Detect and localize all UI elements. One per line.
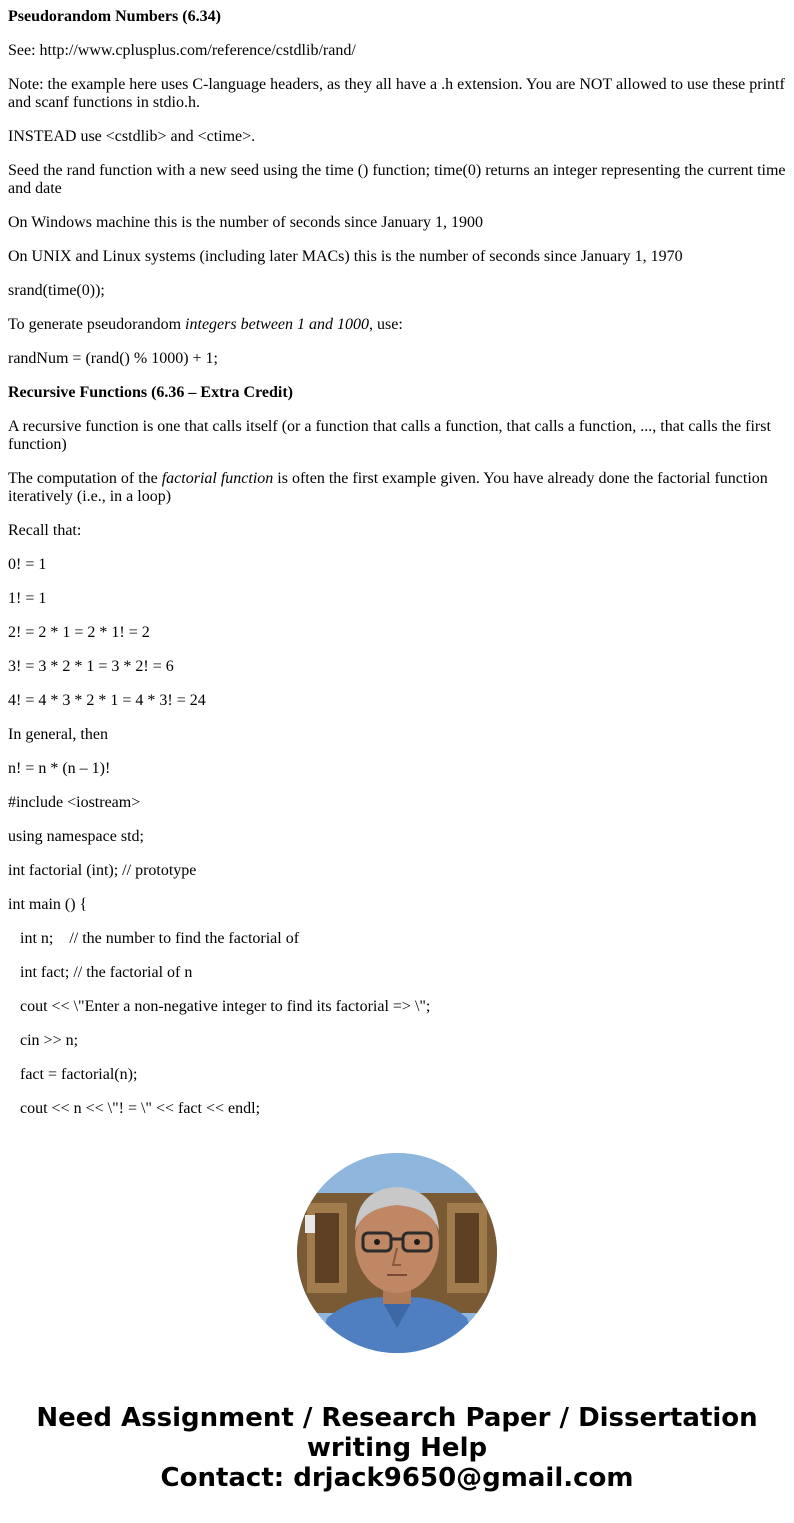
code-body-line: int n; // the number to find the factorial of xyxy=(20,930,300,947)
code-body-line: cout << \"Enter a non-negative integer to find its factorial => \"; xyxy=(20,998,431,1015)
promo-line-1: Need Assignment / Research Paper / Dissertation xyxy=(36,1403,758,1433)
code-include: #include <iostream> xyxy=(8,794,141,811)
note-paragraph: Note: the example here uses C-language headers, as they all have a .h extension. You are NOT allowed to use these printf and scanf functions in stdio.h. xyxy=(8,76,785,111)
general-line: In general, then xyxy=(8,726,108,743)
generate-italic: integers between 1 and 1000 xyxy=(185,316,370,333)
promo-banner xyxy=(0,1403,794,1493)
section-heading-pseudorandom: Pseudorandom Numbers (6.34) xyxy=(8,8,221,25)
code-body-line: int fact; // the factorial of n xyxy=(20,964,193,981)
computation-prefix: The computation of the xyxy=(8,470,162,487)
fact-line: 1! = 1 xyxy=(8,590,47,607)
seed-paragraph: Seed the rand function with a new seed using the time () function; time(0) returns an integer representing the current time and date xyxy=(8,162,786,197)
avatar-portrait-icon xyxy=(297,1153,497,1353)
computation-suffix: is often the first example given. You have already done the factorial function iteratively (i.e., in a loop) xyxy=(8,470,768,505)
generate-suffix: , use: xyxy=(369,316,403,333)
code-body-line: cout << n << \"! = \" << fact << endl; xyxy=(20,1100,261,1117)
fact-line: 0! = 1 xyxy=(8,556,47,573)
unix-paragraph: On UNIX and Linux systems (including later MACs) this is the number of seconds since January 1, 1970 xyxy=(8,248,683,265)
fact-line: 2! = 2 * 1 = 2 * 1! = 2 xyxy=(8,624,150,641)
document-body xyxy=(8,8,790,1134)
code-prototype: int factorial (int); // prototype xyxy=(8,862,197,879)
section-heading-recursive: Recursive Functions (6.36 – Extra Credit) xyxy=(8,384,293,401)
recall-line: Recall that: xyxy=(8,522,82,539)
avatar xyxy=(297,1153,497,1353)
instead-paragraph: INSTEAD use <cstdlib> and <ctime>. xyxy=(8,128,256,145)
windows-paragraph: On Windows machine this is the number of seconds since January 1, 1900 xyxy=(8,214,483,231)
generate-paragraph xyxy=(8,316,790,334)
definition-paragraph: A recursive function is one that calls itself (or a function that calls a function, that calls a function, ..., that calls the first function) xyxy=(8,418,771,453)
code-body-line: cin >> n; xyxy=(20,1032,79,1049)
reference-link-text: See: http://www.cplusplus.com/reference/cstdlib/rand/ xyxy=(8,42,356,59)
code-using: using namespace std; xyxy=(8,828,144,845)
generate-prefix: To generate pseudorandom xyxy=(8,316,186,333)
formula-line: n! = n * (n – 1)! xyxy=(8,760,111,777)
computation-paragraph xyxy=(8,470,790,506)
code-body-line: fact = factorial(n); xyxy=(20,1066,138,1083)
fact-line: 3! = 3 * 2 * 1 = 3 * 2! = 6 xyxy=(8,658,174,675)
randnum-line: randNum = (rand() % 1000) + 1; xyxy=(8,350,218,367)
promo-line-2: writing Help xyxy=(306,1433,488,1463)
fact-line: 4! = 4 * 3 * 2 * 1 = 4 * 3! = 24 xyxy=(8,692,206,709)
promo-contact-line: Contact: drjack9650@gmail.com xyxy=(160,1463,634,1493)
computation-italic: factorial function xyxy=(161,470,274,487)
code-main: int main () { xyxy=(8,896,88,913)
srand-line: srand(time(0)); xyxy=(8,282,105,299)
